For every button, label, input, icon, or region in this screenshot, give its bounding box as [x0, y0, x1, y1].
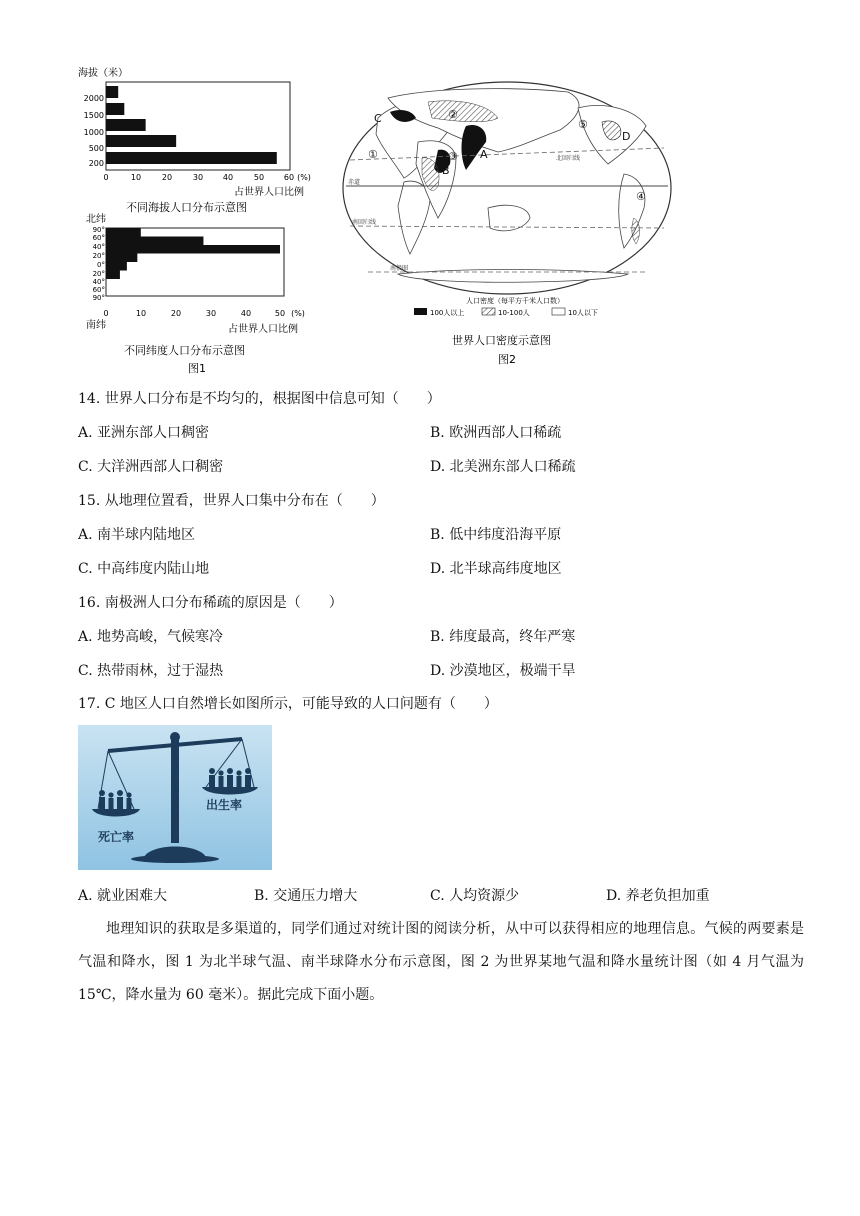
legend-item-high: 100人以上: [430, 309, 465, 317]
marker-3: ③: [448, 150, 458, 163]
lat-tick-y: 40°: [92, 278, 105, 286]
altitude-bar: [106, 152, 277, 164]
scale-right-label: 出生率: [206, 798, 243, 812]
marker-5: ⑤: [578, 118, 588, 131]
alt-tick-x: 20: [161, 173, 173, 182]
legend-item-medium: 10-100人: [498, 309, 530, 317]
alt-tick-x: 0: [103, 173, 109, 182]
lat-tick-x: 0: [103, 309, 109, 318]
tropic-south-label: 南回归线: [352, 219, 377, 226]
question-15-option-c[interactable]: C. 中高纬度内陆山地: [78, 561, 210, 577]
lat-tick-x: 20: [170, 309, 182, 318]
lat-tick-x: 30: [205, 309, 217, 318]
legend-item-low: 10人以下: [568, 309, 598, 317]
alt-tick-x: (%): [297, 173, 311, 182]
latitude-bar: [106, 254, 137, 263]
marker-2: ②: [448, 108, 458, 121]
region-d-label: D: [622, 130, 631, 143]
scale-top-knob: [170, 732, 180, 742]
question-14-option-d[interactable]: D. 北美洲东部人口稀疏: [430, 459, 576, 475]
scale-pillar: [171, 739, 179, 843]
lat-tick-y: 20°: [92, 270, 105, 278]
legend-swatch-low: [552, 308, 565, 315]
lat-tick-x: 40: [240, 309, 252, 318]
alt-tick-y: 200: [88, 159, 104, 168]
latitude-bottom-label: 南纬: [86, 320, 106, 331]
alt-tick-y: 1000: [83, 128, 104, 137]
altitude-bar: [106, 135, 176, 147]
latitude-bar: [106, 271, 120, 280]
latitude-xlabel: 占世界人口比例: [228, 324, 298, 335]
alt-tick-x: 50: [253, 173, 265, 182]
question-14-option-b[interactable]: B. 欧洲西部人口稀疏: [430, 425, 562, 441]
legend-swatch-medium: [482, 308, 495, 315]
question-15-option-a[interactable]: A. 南半球内陆地区: [78, 527, 196, 543]
antarctica-shape: [398, 270, 628, 283]
antarctic-label: 南极圈: [390, 265, 409, 272]
marker-4: ④: [636, 190, 646, 203]
latitude-top-label: 北纬: [86, 214, 106, 225]
alt-tick-x: 40: [222, 173, 234, 182]
lat-tick-x: (%): [291, 309, 305, 318]
lat-tick-y: 90°: [92, 226, 105, 234]
question-16-option-b[interactable]: B. 纬度最高，终年严寒: [430, 629, 576, 645]
world-density-map: [338, 78, 676, 373]
latitude-chart: [78, 208, 318, 384]
altitude-bar: [106, 103, 124, 115]
lat-tick-y: 20°: [92, 252, 105, 260]
lat-tick-x: 10: [135, 309, 147, 318]
question-16-option-a[interactable]: A. 地势高峻，气候寒冷: [78, 629, 224, 645]
lat-tick-y: 0°: [97, 261, 105, 269]
altitude-bar: [106, 119, 146, 131]
legend-title: 人口密度（每平方千米人口数）: [466, 297, 564, 305]
lat-tick-x: 50: [274, 309, 286, 318]
question-17-stem: 17. C 地区人口自然增长如图所示，可能导致的人口问题有（ ）: [78, 696, 498, 712]
region-c-label: C: [374, 112, 382, 125]
region-b-label: B: [442, 164, 450, 177]
question-16-option-d[interactable]: D. 沙漠地区，极端干旱: [430, 663, 576, 679]
alt-tick-y: 1500: [83, 111, 104, 120]
question-16-stem: 16. 南极洲人口分布稀疏的原因是（ ）: [78, 595, 343, 611]
marker-1: ①: [368, 148, 378, 161]
altitude-caption: 不同海拔人口分布示意图: [126, 201, 247, 214]
alt-tick-y: 500: [88, 144, 104, 153]
question-17-option-d[interactable]: D. 养老负担加重: [606, 888, 710, 904]
lat-tick-y: 60°: [92, 234, 105, 242]
map-caption: 世界人口密度示意图: [452, 334, 551, 347]
altitude-xlabel: 占世界人口比例: [234, 187, 304, 198]
latitude-bar: [106, 262, 127, 271]
question-14-stem: 14. 世界人口分布是不均匀的，根据图中信息可知（ ）: [78, 391, 441, 407]
equator-label: 赤道: [348, 179, 361, 186]
question-17-option-a[interactable]: A. 就业困难大: [78, 888, 168, 904]
altitude-ylabel: 海拔（米）: [78, 68, 128, 79]
alt-tick-x: 10: [130, 173, 142, 182]
intro-paragraph: [78, 913, 804, 1012]
alt-tick-x: 30: [192, 173, 204, 182]
alt-tick-x: 60: [283, 173, 295, 182]
birth-death-scale-image: [78, 725, 272, 870]
lat-tick-y: 90°: [92, 294, 105, 302]
fig2-label: 图2: [498, 353, 516, 366]
alt-tick-y: 2000: [83, 94, 104, 103]
question-16-option-c[interactable]: C. 热带雨林，过于湿热: [78, 663, 224, 679]
altitude-bar: [106, 86, 118, 98]
lat-tick-y: 60°: [92, 286, 105, 294]
question-14-option-a[interactable]: A. 亚洲东部人口稠密: [78, 425, 210, 441]
question-15-option-d[interactable]: D. 北半球高纬度地区: [430, 561, 562, 577]
latitude-bar: [106, 245, 280, 254]
altitude-chart: [78, 62, 318, 222]
question-15-option-b[interactable]: B. 低中纬度沿海平原: [430, 527, 562, 543]
latitude-caption: 不同纬度人口分布示意图: [124, 344, 245, 357]
latitude-bar: [106, 228, 141, 237]
scale-left-label: 死亡率: [98, 830, 135, 844]
latitude-bar: [106, 237, 203, 246]
fig1-label: 图1: [188, 362, 206, 375]
question-14-option-c[interactable]: C. 大洋洲西部人口稠密: [78, 459, 224, 475]
legend-swatch-high: [414, 308, 427, 315]
tropic-north-label: 北回归线: [556, 155, 581, 162]
question-15-stem: 15. 从地理位置看，世界人口集中分布在（ ）: [78, 493, 385, 509]
question-17-option-b[interactable]: B. 交通压力增大: [254, 888, 358, 904]
lat-tick-y: 40°: [92, 243, 105, 251]
question-17-option-c[interactable]: C. 人均资源少: [430, 888, 520, 904]
intro-text: 地理知识的获取是多渠道的，同学们通过对统计图的阅读分析，从中可以获得相应的地理信息。气候的两要素是气温和降水，图 1 为北半球气温、南半球降水分布示意图，图 2 为世界某地气温和降水量统计图（如 4 月气温为 15℃，降水量为 60 毫米）。据此完成下面小题。: [78, 921, 804, 1003]
region-a-label: A: [480, 148, 488, 161]
